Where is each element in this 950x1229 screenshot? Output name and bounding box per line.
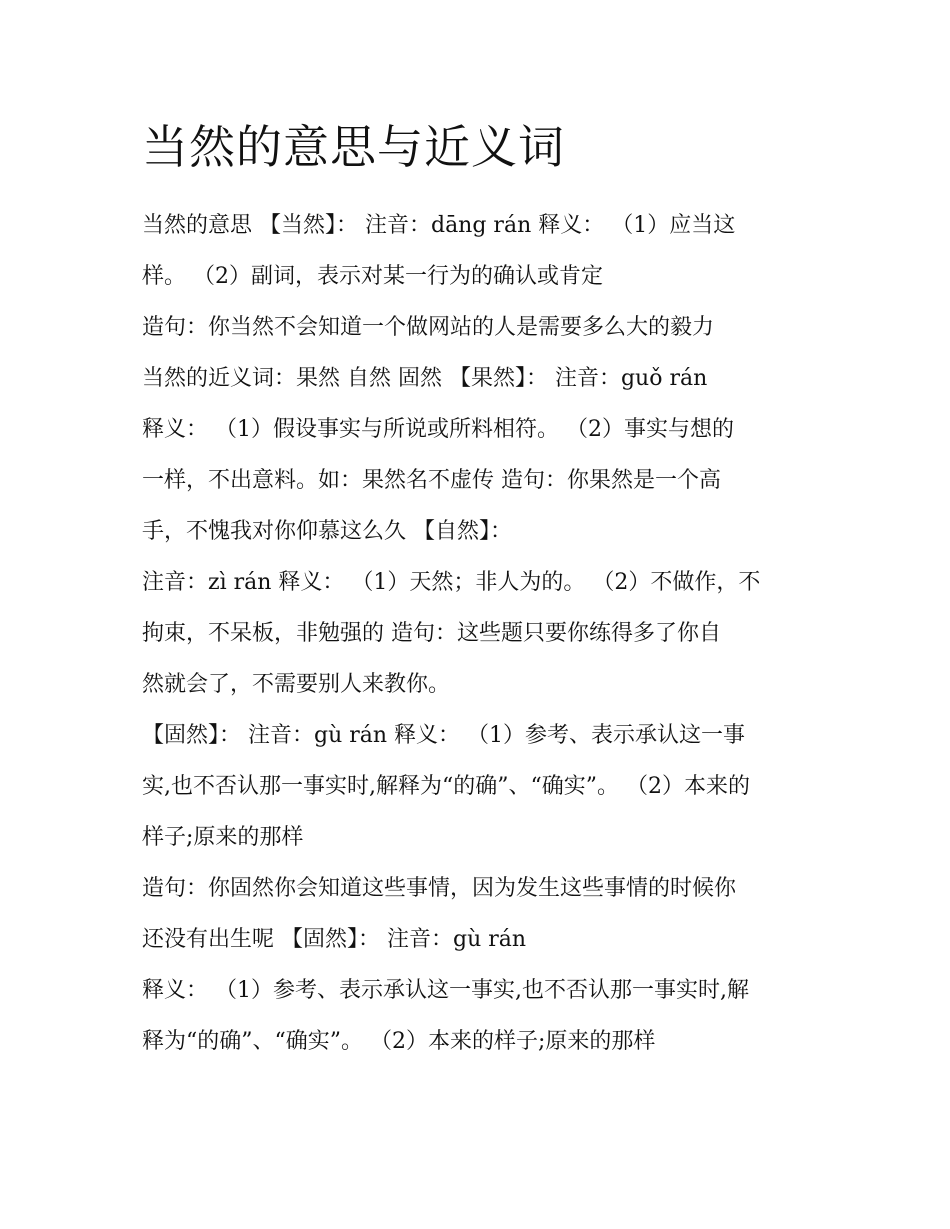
text-line: 拘束，不呆板，非勉强的 造句：这些题只要你练得多了你自 xyxy=(142,621,721,646)
text-line: 当然的意思 【当然】： 注音：dāng rán 释义： （1）应当这 xyxy=(142,213,736,238)
text-line: 样。 （2）副词，表示对某一行为的确认或肯定 xyxy=(142,264,603,289)
text-line: 还没有出生呢 【固然】： 注音：gù rán xyxy=(142,927,527,952)
text-line: 然就会了，不需要别人来教你。 xyxy=(142,672,451,697)
text-line: 样子;原来的那样 xyxy=(142,825,304,850)
text-line: 手，不愧我对你仰慕这么久 【自然】： xyxy=(142,519,512,544)
text-line: 实,也不否认那一事实时,解释为“的确”、“确实”。 （2）本来的 xyxy=(142,774,750,799)
text-line: 释义： （1）参考、表示承认这一事实,也不否认那一事实时,解 xyxy=(142,978,749,1003)
text-line: 释义： （1）假设事实与所说或所料相符。 （2）事实与想的 xyxy=(142,417,734,442)
text-line: 【固然】： 注音：gù rán 释义： （1）参考、表示承认这一事 xyxy=(142,723,746,748)
page-title: 当然的意思与近义词 xyxy=(142,120,565,174)
text-line: 造句：你固然你会知道这些事情，因为发生这些事情的时候你 xyxy=(142,876,737,901)
document-body xyxy=(142,200,822,1067)
text-line: 一样，不出意料。如：果然名不虚传 造句：你果然是一个高 xyxy=(142,468,721,493)
text-line: 释为“的确”、“确实”。 （2）本来的样子;原来的那样 xyxy=(142,1029,656,1054)
text-line: 注音：zì rán 释义： （1）天然；非人为的。 （2）不做作，不 xyxy=(142,570,761,595)
document-page xyxy=(142,112,822,1067)
text-line: 造句：你当然不会知道一个做网站的人是需要多么大的毅力 xyxy=(142,315,715,340)
text-line: 当然的近义词：果然 自然 固然 【果然】： 注音：guǒ rán xyxy=(142,366,708,391)
